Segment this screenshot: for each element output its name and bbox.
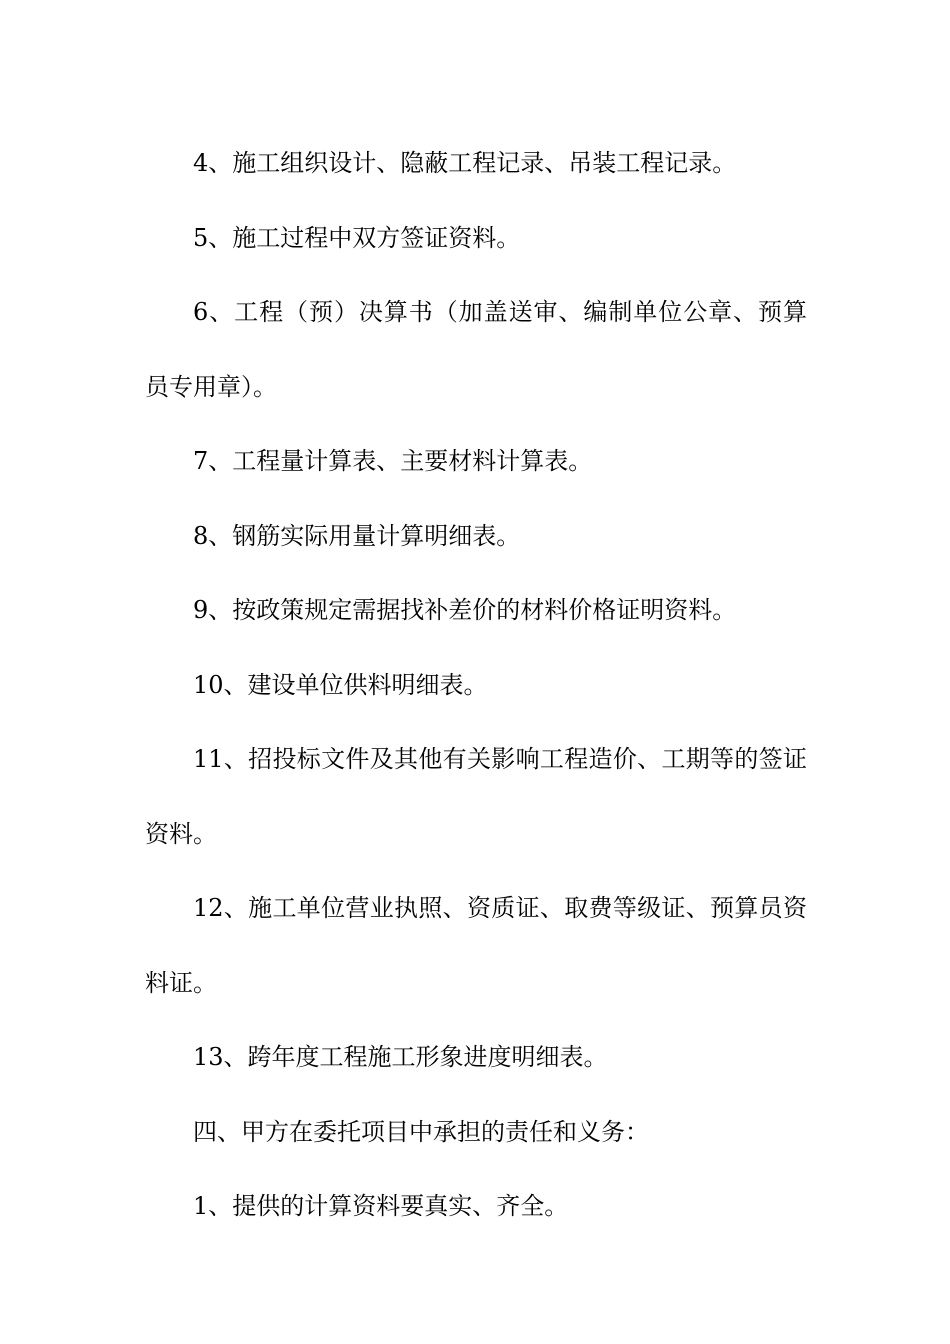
paragraph-item-1: 1、提供的计算资料要真实、齐全。 (193, 1192, 569, 1220)
paragraph-item-9: 9、按政策规定需据找补差价的材料价格证明资料。 (193, 596, 737, 624)
paragraph-item-5: 5、施工过程中双方签证资料。 (193, 223, 521, 252)
paragraph-item-7: 7、工程量计算表、主要材料计算表。 (193, 447, 593, 475)
paragraph-item-12: 12、施工单位营业执照、资质证、取费等级证、预算员资料证。 (145, 894, 807, 997)
paragraph-item-11: 11、招投标文件及其他有关影响工程造价、工期等的签证资料。 (145, 745, 807, 848)
section-heading-4: 四、甲方在委托项目中承担的责任和义务： (193, 1117, 649, 1146)
paragraph-item-10: 10、建设单位供料明细表。 (193, 670, 488, 699)
paragraph-item-13: 13、跨年度工程施工形象进度明细表。 (193, 1043, 608, 1071)
paragraph-item-8: 8、钢筋实际用量计算明细表。 (193, 521, 521, 550)
document-body (145, 126, 807, 1244)
paragraph-item-4: 4、施工组织设计、隐蔽工程记录、吊装工程记录。 (193, 149, 737, 177)
paragraph-item-6: 6、工程（预）决算书（加盖送审、编制单位公章、预算员专用章）。 (145, 298, 807, 401)
